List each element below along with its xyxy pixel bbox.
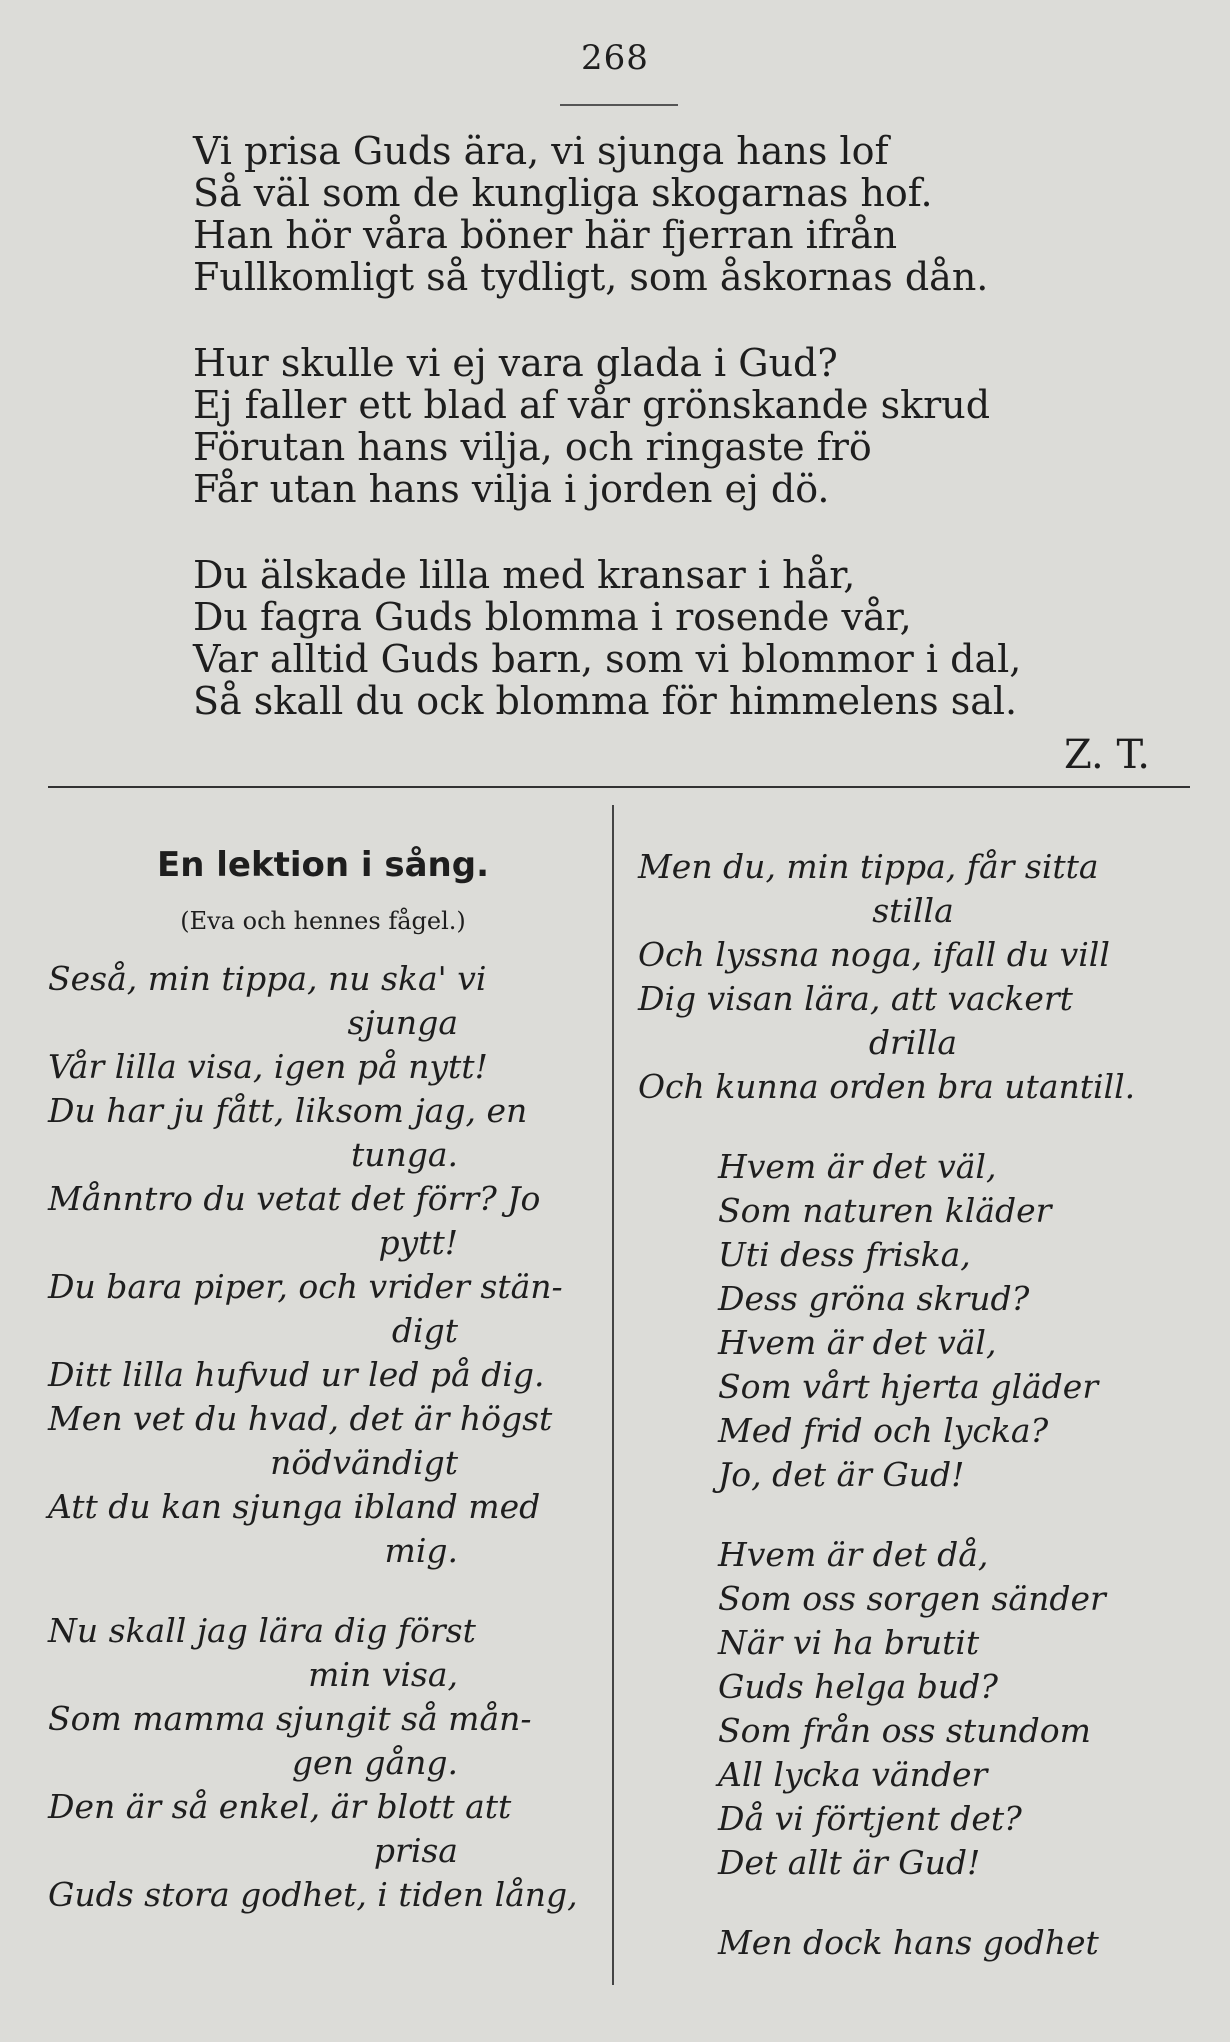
verse-line: Som vårt hjerta gläder — [718, 1367, 1099, 1406]
poem-line: Förutan hans vilja, och ringaste frö — [193, 425, 872, 469]
verse-line: Som från oss stundom — [718, 1711, 1091, 1750]
stanza — [193, 342, 1153, 510]
verse-line: Att du kan sjunga ibland med — [48, 1487, 541, 1526]
verse-line: Guds stora godhet, i tiden lång, — [48, 1875, 578, 1914]
verse-line: Du bara piper, och vrider stän- — [48, 1267, 563, 1306]
poem-line: Du älskade lilla med kransar i hår, — [193, 553, 856, 597]
verse-line: Dess gröna skrud? — [718, 1279, 1030, 1318]
left-column — [38, 845, 608, 1917]
right-column — [628, 845, 1198, 1965]
poem-line: Får utan hans vilja i jorden ej dö. — [193, 467, 830, 511]
song-title: En lektion i sång. — [156, 845, 490, 885]
verse-line: Men dock hans godhet — [718, 1923, 1099, 1962]
page-number: 268 — [581, 38, 649, 78]
verse-line: Det allt är Gud! — [718, 1843, 981, 1882]
verse-line: All lycka vänder — [718, 1755, 988, 1794]
verse-line: Den är så enkel, är blott att — [48, 1787, 512, 1826]
poem-line: Så skall du ock blomma för himmelens sal. — [193, 679, 1018, 723]
poem-line: Hur skulle vi ej vara glada i Gud? — [193, 341, 838, 385]
verse-line: Månntro du vetat det förr? Jo — [48, 1179, 541, 1218]
verse-line: Hvem är det väl, — [718, 1323, 997, 1362]
verse-line: drilla — [868, 1023, 958, 1062]
verse-line: min visa, — [308, 1655, 458, 1694]
verse-line: prisa — [373, 1831, 458, 1870]
verse-line: Som mamma sjungit så mån- — [48, 1699, 532, 1738]
stanza — [193, 130, 1153, 298]
verse-line: gen gång. — [291, 1743, 458, 1782]
verse-line: sjunga — [347, 1003, 458, 1042]
verse-line: Som oss sorgen sänder — [718, 1579, 1106, 1618]
verse-line: Uti dess friska, — [718, 1235, 971, 1274]
verse-line: När vi ha brutit — [718, 1623, 980, 1662]
section-divider — [48, 786, 1190, 788]
verse-line: Nu skall jag lära dig först — [48, 1611, 476, 1650]
top-poem — [193, 130, 1153, 766]
verse-line: Men vet du hvad, det är högst — [48, 1399, 553, 1438]
poem-line: Han hör våra böner här fjerran ifrån — [193, 213, 898, 257]
verse-line: Dig visan lära, att vackert — [638, 979, 1073, 1018]
verse-line: Då vi förtjent det? — [718, 1799, 1022, 1838]
verse-line: Hvem är det väl, — [718, 1147, 997, 1186]
verse-line: digt — [391, 1311, 458, 1350]
song-verses-left — [38, 957, 608, 1917]
column-rule — [612, 805, 614, 1985]
verse-line: Vår lilla visa, igen på nytt! — [48, 1047, 488, 1086]
verse-line: stilla — [872, 891, 954, 930]
poem-line: Vi prisa Guds ära, vi sjunga hans lof — [193, 129, 889, 173]
verse-line: pytt! — [378, 1223, 458, 1262]
verse-line: Och kunna orden bra utantill. — [638, 1067, 1136, 1106]
verse-line: mig. — [384, 1531, 458, 1570]
signature: Z. T. — [1063, 732, 1150, 778]
verse-line: Du har ju fått, liksom jag, en — [48, 1091, 528, 1130]
verse-line: Guds helga bud? — [718, 1667, 998, 1706]
poem-line: Ej faller ett blad af vår grönskande skrud — [193, 383, 991, 427]
verse-line: Hvem är det då, — [718, 1535, 989, 1574]
verse-line: tunga. — [350, 1135, 458, 1174]
verse-line: Och lyssna noga, ifall du vill — [638, 935, 1110, 974]
verse-line: Som naturen kläder — [718, 1191, 1052, 1230]
poem-line: Så väl som de kungliga skogarnas hof. — [193, 171, 933, 215]
verse-line: Ditt lilla hufvud ur led på dig. — [48, 1355, 545, 1394]
poem-line: Du fagra Guds blomma i rosende vår, — [193, 595, 912, 639]
verse-line: Jo, det är Gud! — [718, 1455, 965, 1494]
verse-line: Med frid och lycka? — [718, 1411, 1049, 1450]
verse-line: Seså, min tippa, nu ska' vi — [48, 959, 487, 998]
poem-line: Var alltid Guds barn, som vi blommor i dal, — [193, 637, 1022, 681]
song-verses-right — [628, 845, 1198, 1965]
stanza — [193, 554, 1153, 722]
header-rule — [560, 104, 678, 106]
poem-line: Fullkomligt så tydligt, som åskornas dån. — [193, 255, 989, 299]
verse-line: Men du, min tippa, får sitta — [638, 847, 1099, 886]
verse-line: nödvändigt — [270, 1443, 458, 1482]
song-subtitle: (Eva och hennes fågel.) — [180, 907, 466, 935]
